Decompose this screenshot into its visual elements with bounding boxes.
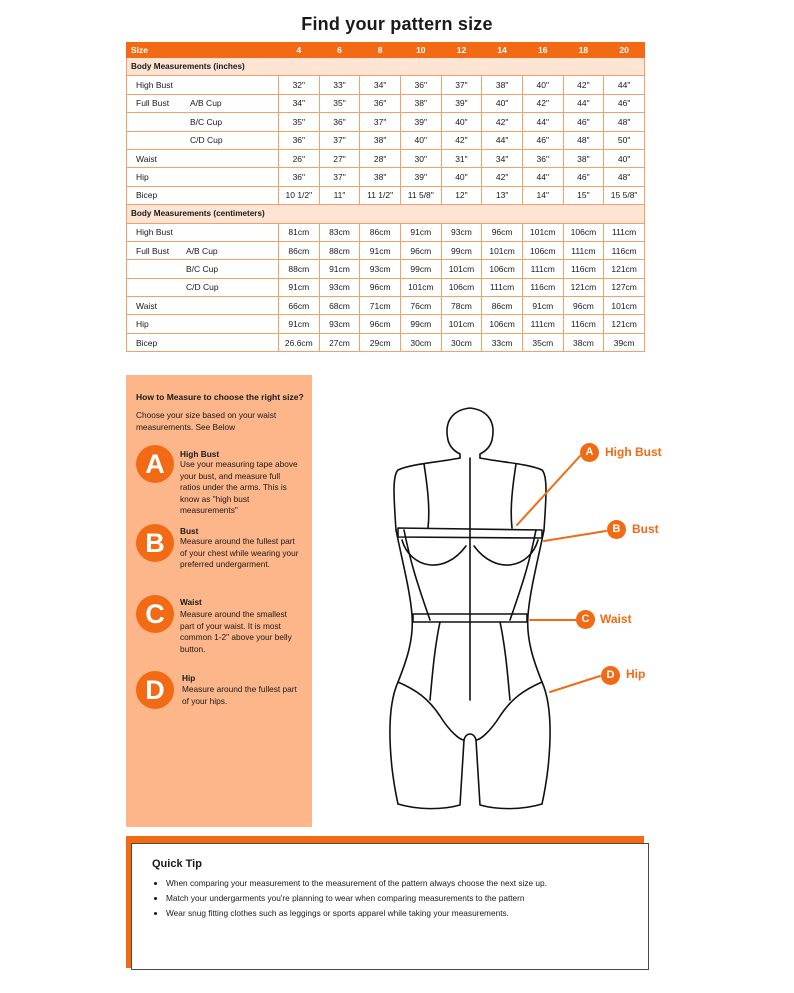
table-row bbox=[127, 113, 645, 131]
table-cell: 44" bbox=[522, 113, 563, 131]
table-cell: 106cm bbox=[482, 315, 523, 333]
step-text-high-bust: Use your measuring tape above your bust, and measure full ratios under the arms. This is know as "high bust measurements" bbox=[180, 459, 298, 516]
row-label bbox=[127, 113, 279, 131]
table-cell: 42" bbox=[482, 168, 523, 186]
row-label bbox=[127, 260, 279, 278]
step-badge-c: C bbox=[136, 595, 174, 633]
step-text-hip: Measure around the fullest part of your hips. bbox=[182, 684, 297, 706]
table-cell: 106cm bbox=[563, 223, 604, 241]
size-header-cell: 8 bbox=[360, 43, 401, 58]
table-cell: 106cm bbox=[441, 278, 482, 296]
size-table-body bbox=[127, 58, 645, 352]
table-cell: 91cm bbox=[400, 223, 441, 241]
step-badge-b: B bbox=[136, 524, 174, 562]
table-cell: 14" bbox=[522, 186, 563, 204]
table-cell: 44" bbox=[563, 94, 604, 112]
table-cell: 36" bbox=[279, 168, 320, 186]
table-cell: 38" bbox=[563, 149, 604, 167]
table-cell: 48" bbox=[604, 113, 645, 131]
size-header-cell: 18 bbox=[563, 43, 604, 58]
row-label bbox=[127, 168, 279, 186]
table-cell: 99cm bbox=[441, 241, 482, 259]
table-cell: 121cm bbox=[604, 260, 645, 278]
table-cell: 33cm bbox=[482, 333, 523, 351]
table-cell: 111cm bbox=[522, 260, 563, 278]
table-cell: 101cm bbox=[441, 260, 482, 278]
table-cell: 111cm bbox=[522, 315, 563, 333]
table-cell: 93cm bbox=[319, 278, 360, 296]
table-cell: 11" bbox=[319, 186, 360, 204]
table-cell: 101cm bbox=[522, 223, 563, 241]
table-cell: 12" bbox=[441, 186, 482, 204]
table-row bbox=[127, 241, 645, 259]
table-row bbox=[127, 297, 645, 315]
table-cell: 35" bbox=[279, 113, 320, 131]
row-label-main: High Bust bbox=[136, 227, 173, 238]
step-heading-hip: Hip bbox=[182, 673, 196, 683]
quick-tip-box bbox=[131, 843, 649, 970]
table-cell: 106cm bbox=[482, 260, 523, 278]
row-label-main: Full Bust bbox=[136, 245, 170, 256]
table-cell: 91cm bbox=[522, 297, 563, 315]
table-cell: 10 1/2" bbox=[279, 186, 320, 204]
row-label-main: Waist bbox=[136, 300, 157, 311]
table-cell: 50" bbox=[604, 131, 645, 149]
row-label-sub: A/B Cup bbox=[186, 245, 218, 256]
section-heading-row bbox=[127, 58, 645, 76]
table-cell: 27" bbox=[319, 149, 360, 167]
table-row bbox=[127, 278, 645, 296]
table-cell: 37" bbox=[319, 131, 360, 149]
size-chart-table bbox=[126, 42, 645, 352]
table-cell: 36" bbox=[319, 113, 360, 131]
table-cell: 111cm bbox=[482, 278, 523, 296]
row-label bbox=[127, 297, 279, 315]
callout-label-waist: Waist bbox=[600, 612, 632, 626]
table-cell: 39" bbox=[441, 94, 482, 112]
step-heading-bust: Bust bbox=[180, 526, 199, 536]
table-cell: 42" bbox=[563, 76, 604, 94]
callout-label-hip: Hip bbox=[626, 667, 646, 681]
size-header-row bbox=[127, 43, 645, 58]
table-cell: 26.6cm bbox=[279, 333, 320, 351]
table-cell: 34" bbox=[482, 149, 523, 167]
table-cell: 37" bbox=[360, 113, 401, 131]
table-row bbox=[127, 186, 645, 204]
row-label bbox=[127, 149, 279, 167]
page-title: Find your pattern size bbox=[301, 14, 493, 34]
row-label-sub: C/D Cup bbox=[190, 135, 223, 146]
row-label bbox=[127, 76, 279, 94]
table-cell: 44" bbox=[604, 76, 645, 94]
table-cell: 39cm bbox=[604, 333, 645, 351]
table-cell: 86cm bbox=[360, 223, 401, 241]
quick-tip-item: • Wear snug fitting clothes such as leggings or sports apparel while taking your measurements. bbox=[166, 908, 556, 919]
quick-tip-list bbox=[154, 878, 556, 923]
callout-badge-a: A bbox=[580, 443, 599, 462]
table-cell: 48" bbox=[604, 168, 645, 186]
row-label bbox=[127, 278, 279, 296]
table-row bbox=[127, 131, 645, 149]
table-cell: 76cm bbox=[400, 297, 441, 315]
table-cell: 38" bbox=[360, 131, 401, 149]
callout-label-high-bust: High Bust bbox=[605, 445, 662, 459]
table-cell: 96cm bbox=[482, 223, 523, 241]
table-cell: 93cm bbox=[360, 260, 401, 278]
table-cell: 101cm bbox=[441, 315, 482, 333]
table-row bbox=[127, 76, 645, 94]
table-cell: 71cm bbox=[360, 297, 401, 315]
table-cell: 34" bbox=[360, 76, 401, 94]
quick-tip-item: • When comparing your measurement to the measurement of the pattern always choose the next size up. bbox=[166, 878, 556, 889]
table-cell: 33" bbox=[319, 76, 360, 94]
step-text-bust: Measure around the fullest part of your chest while wearing your preferred undergarment. bbox=[180, 536, 299, 570]
size-header-cell: 16 bbox=[522, 43, 563, 58]
table-cell: 68cm bbox=[319, 297, 360, 315]
table-cell: 36" bbox=[360, 94, 401, 112]
table-cell: 30cm bbox=[441, 333, 482, 351]
table-cell: 96cm bbox=[400, 241, 441, 259]
table-cell: 38cm bbox=[563, 333, 604, 351]
table-cell: 37" bbox=[319, 168, 360, 186]
table-cell: 46" bbox=[522, 131, 563, 149]
section-heading-row bbox=[127, 205, 645, 223]
row-label-sub: C/D Cup bbox=[186, 282, 219, 293]
table-cell: 78cm bbox=[441, 297, 482, 315]
table-cell: 40" bbox=[441, 168, 482, 186]
table-cell: 91cm bbox=[279, 315, 320, 333]
table-row bbox=[127, 149, 645, 167]
table-cell: 99cm bbox=[400, 260, 441, 278]
table-cell: 66cm bbox=[279, 297, 320, 315]
table-cell: 111cm bbox=[604, 223, 645, 241]
how-to-intro: Choose your size based on your waist measurements. See Below bbox=[136, 410, 277, 432]
table-row bbox=[127, 260, 645, 278]
table-cell: 11 1/2" bbox=[360, 186, 401, 204]
row-label-sub: B/C Cup bbox=[190, 116, 223, 127]
size-header-cell: 12 bbox=[441, 43, 482, 58]
row-label-main: Waist bbox=[136, 153, 157, 164]
table-cell: 40" bbox=[400, 131, 441, 149]
table-cell: 29cm bbox=[360, 333, 401, 351]
table-cell: 88cm bbox=[319, 241, 360, 259]
table-cell: 86cm bbox=[279, 241, 320, 259]
step-text-waist: Measure around the smallest part of your waist. It is most common 1-2" above your belly button. bbox=[180, 609, 292, 654]
table-cell: 116cm bbox=[604, 241, 645, 259]
table-cell: 121cm bbox=[604, 315, 645, 333]
row-label-sub: B/C Cup bbox=[186, 263, 219, 274]
table-row bbox=[127, 333, 645, 351]
how-to-title: How to Measure to choose the right size? bbox=[136, 392, 304, 402]
callout-badge-b: B bbox=[607, 520, 626, 539]
table-cell: 40" bbox=[604, 149, 645, 167]
row-label-main: Bicep bbox=[136, 190, 158, 201]
table-cell: 38" bbox=[360, 168, 401, 186]
hip-callout-line bbox=[550, 676, 600, 692]
size-header-cell: 4 bbox=[279, 43, 320, 58]
row-label bbox=[127, 241, 279, 259]
row-label-main: Bicep bbox=[136, 337, 158, 348]
dress-form-diagram bbox=[380, 400, 700, 815]
step-badge-d: D bbox=[136, 671, 174, 709]
table-cell: 46" bbox=[563, 168, 604, 186]
row-label bbox=[127, 333, 279, 351]
table-cell: 39" bbox=[400, 113, 441, 131]
table-row bbox=[127, 223, 645, 241]
table-cell: 116cm bbox=[522, 278, 563, 296]
table-cell: 28" bbox=[360, 149, 401, 167]
row-label-main: Hip bbox=[136, 319, 149, 330]
table-cell: 91cm bbox=[360, 241, 401, 259]
table-cell: 96cm bbox=[360, 278, 401, 296]
table-cell: 83cm bbox=[319, 223, 360, 241]
table-cell: 46" bbox=[604, 94, 645, 112]
table-cell: 35cm bbox=[522, 333, 563, 351]
table-cell: 36" bbox=[400, 76, 441, 94]
row-label-main: Full Bust bbox=[136, 98, 170, 109]
callout-label-bust: Bust bbox=[632, 522, 659, 536]
table-cell: 15 5/8" bbox=[604, 186, 645, 204]
quick-tip-title: Quick Tip bbox=[152, 858, 202, 870]
section-heading: Body Measurements (inches) bbox=[127, 58, 645, 76]
quick-tip-item: • Match your undergarments you're planning to wear when comparing measurements to the pattern bbox=[166, 893, 556, 904]
table-cell: 40" bbox=[441, 113, 482, 131]
table-cell: 86cm bbox=[482, 297, 523, 315]
table-cell: 116cm bbox=[563, 315, 604, 333]
row-label bbox=[127, 315, 279, 333]
section-heading: Body Measurements (centimeters) bbox=[127, 205, 645, 223]
table-cell: 42" bbox=[441, 131, 482, 149]
how-to-measure-panel bbox=[126, 375, 312, 827]
table-cell: 101cm bbox=[604, 297, 645, 315]
table-cell: 32" bbox=[279, 76, 320, 94]
row-label bbox=[127, 223, 279, 241]
row-label bbox=[127, 94, 279, 112]
table-cell: 121cm bbox=[563, 278, 604, 296]
size-header-cell: 20 bbox=[604, 43, 645, 58]
table-cell: 38" bbox=[400, 94, 441, 112]
table-cell: 96cm bbox=[563, 297, 604, 315]
table-cell: 15" bbox=[563, 186, 604, 204]
size-header-cell: 14 bbox=[482, 43, 523, 58]
table-cell: 40" bbox=[522, 76, 563, 94]
table-cell: 40" bbox=[482, 94, 523, 112]
table-cell: 88cm bbox=[279, 260, 320, 278]
callout-badge-d: D bbox=[601, 666, 620, 685]
table-cell: 93cm bbox=[441, 223, 482, 241]
table-cell: 48" bbox=[563, 131, 604, 149]
table-cell: 39" bbox=[400, 168, 441, 186]
step-heading-high-bust: High Bust bbox=[180, 449, 220, 459]
step-heading-waist: Waist bbox=[180, 597, 202, 607]
table-cell: 93cm bbox=[319, 315, 360, 333]
row-label-main: Hip bbox=[136, 172, 149, 183]
row-label-sub: A/B Cup bbox=[190, 98, 222, 109]
callout-badge-c: C bbox=[576, 610, 595, 629]
table-cell: 101cm bbox=[400, 278, 441, 296]
size-header-cell: 6 bbox=[319, 43, 360, 58]
table-row bbox=[127, 94, 645, 112]
table-cell: 116cm bbox=[563, 260, 604, 278]
callout-lines bbox=[517, 456, 606, 692]
table-cell: 30" bbox=[400, 149, 441, 167]
table-cell: 36" bbox=[522, 149, 563, 167]
table-cell: 31" bbox=[441, 149, 482, 167]
table-cell: 91cm bbox=[279, 278, 320, 296]
table-cell: 34" bbox=[279, 94, 320, 112]
table-row bbox=[127, 315, 645, 333]
table-cell: 106cm bbox=[522, 241, 563, 259]
table-cell: 81cm bbox=[279, 223, 320, 241]
table-cell: 99cm bbox=[400, 315, 441, 333]
dress-form-outline bbox=[390, 408, 550, 809]
table-cell: 13" bbox=[482, 186, 523, 204]
table-cell: 46" bbox=[563, 113, 604, 131]
table-cell: 101cm bbox=[482, 241, 523, 259]
size-header-label: Size bbox=[127, 43, 279, 58]
table-cell: 26" bbox=[279, 149, 320, 167]
table-cell: 91cm bbox=[319, 260, 360, 278]
table-cell: 42" bbox=[522, 94, 563, 112]
table-cell: 30cm bbox=[400, 333, 441, 351]
bust-callout-line bbox=[544, 531, 606, 541]
table-cell: 27cm bbox=[319, 333, 360, 351]
row-label-main: High Bust bbox=[136, 80, 173, 91]
table-cell: 35" bbox=[319, 94, 360, 112]
table-cell: 111cm bbox=[563, 241, 604, 259]
table-cell: 37" bbox=[441, 76, 482, 94]
size-header-cell: 10 bbox=[400, 43, 441, 58]
row-label bbox=[127, 131, 279, 149]
table-cell: 44" bbox=[522, 168, 563, 186]
table-cell: 36" bbox=[279, 131, 320, 149]
table-cell: 44" bbox=[482, 131, 523, 149]
table-cell: 11 5/8" bbox=[400, 186, 441, 204]
table-cell: 96cm bbox=[360, 315, 401, 333]
table-cell: 127cm bbox=[604, 278, 645, 296]
table-cell: 42" bbox=[482, 113, 523, 131]
row-label bbox=[127, 186, 279, 204]
table-row bbox=[127, 168, 645, 186]
table-cell: 38" bbox=[482, 76, 523, 94]
step-badge-a: A bbox=[136, 445, 174, 483]
